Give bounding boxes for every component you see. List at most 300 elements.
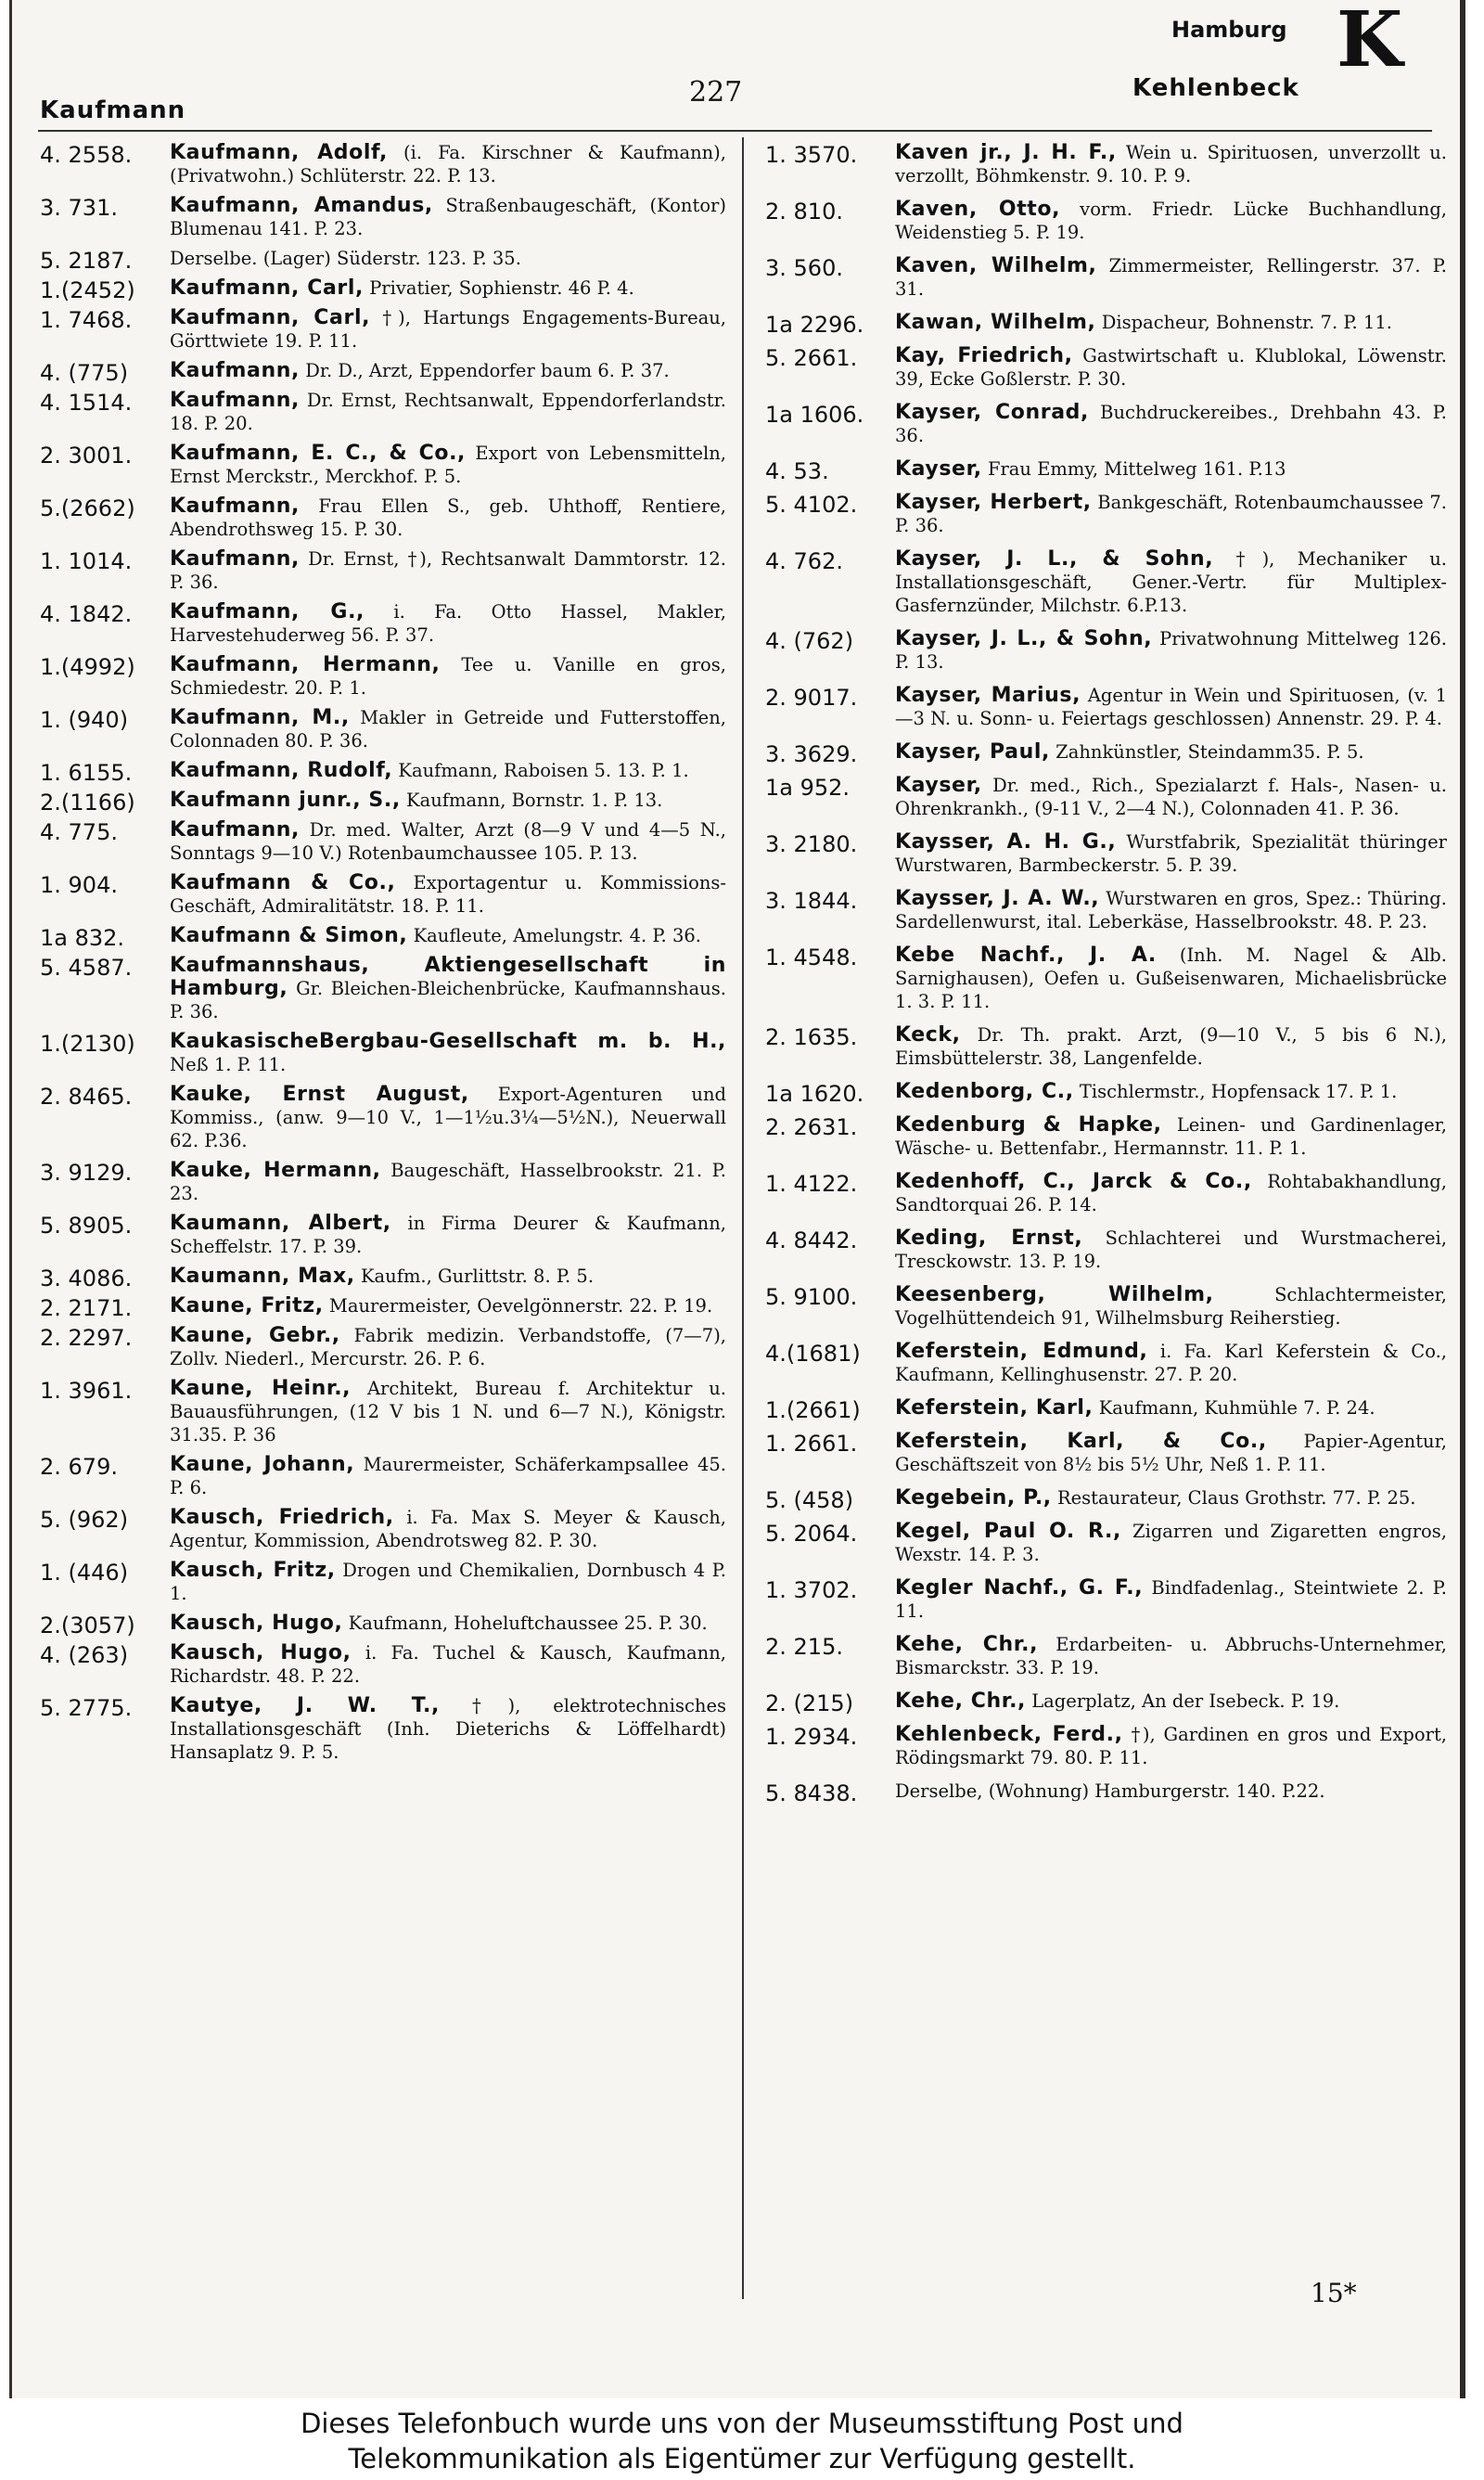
notice-line-1: Dieses Telefonbuch wurde uns von der Museumsstiftung Post und (301, 2408, 1183, 2439)
directory-entry (40, 141, 726, 187)
directory-entry (40, 1083, 726, 1152)
entry-name: Kayser, Paul, (895, 740, 1050, 764)
phone-number: 4. 1514. (40, 390, 133, 416)
phone-number: 1a 1606. (765, 402, 864, 428)
entry-name: Kaufmann, (170, 818, 300, 842)
phone-number: 5. 9100. (765, 1284, 858, 1310)
directory-entry (765, 1227, 1447, 1273)
entry-text (895, 1723, 1447, 1769)
directory-entry (765, 1080, 1447, 1107)
directory-entry (40, 194, 726, 240)
directory-entry (765, 944, 1447, 1013)
entry-details: Maurermeister, Oevelgönnerstr. 22. P. 19. (328, 1295, 713, 1317)
phone-number: 2.(1166) (40, 790, 135, 816)
entry-name: Kedenhoff, C., Jarck & Co., (895, 1170, 1252, 1193)
entry-details: Dr. Ernst, Rechtsanwalt, Eppendorferlandstr. 18. P. 20. (170, 390, 726, 434)
entry-name: Kaufmann & Co., (170, 871, 396, 894)
entry-name: Kausch, Fritz, (170, 1559, 336, 1582)
entry-text (895, 401, 1447, 447)
directory-entry (40, 247, 726, 274)
directory-entry (40, 1030, 726, 1076)
directory-entry (765, 547, 1447, 617)
entry-name: Kedenburg & Hapke, (895, 1113, 1162, 1137)
entry-name: KaukasischeBergbau-Gesellschaft m. b. H., (170, 1030, 726, 1053)
directory-entry (765, 740, 1447, 767)
entry-text (895, 830, 1447, 877)
entry-text (895, 1690, 1447, 1713)
entry-name: Kautye, J. W. T., (170, 1694, 440, 1717)
entry-text (895, 1576, 1447, 1623)
phone-number: 1.(2661) (765, 1397, 861, 1423)
directory-entry (40, 306, 726, 353)
phone-number: 1. (446) (40, 1560, 129, 1586)
directory-entry (40, 1265, 726, 1291)
entry-details: Lagerplatz, An der Isebeck. P. 19. (1031, 1690, 1340, 1712)
phone-number: 5. 2064. (765, 1521, 858, 1547)
entry-name: Kaven, Wilhelm, (895, 254, 1097, 277)
entry-name: Keferstein, Karl, (895, 1396, 1094, 1420)
entry-details: Restaurateur, Claus Grothstr. 77. P. 25. (1056, 1487, 1416, 1509)
directory-entry (40, 1324, 726, 1370)
entry-details: Papier-Agentur, Geschäftszeit von 8½ bis 5½ Uhr, Neß 1. P. 11. (895, 1431, 1447, 1475)
entry-text (170, 276, 726, 300)
phone-number: 2. 2297. (40, 1325, 133, 1351)
directory-entry (765, 254, 1447, 301)
phone-number: 5. 2661. (765, 345, 858, 371)
entry-text (170, 1694, 726, 1764)
phone-number: 1. 3961. (40, 1378, 133, 1404)
entry-text (170, 247, 726, 270)
directory-entry (765, 1576, 1447, 1623)
ownership-notice (0, 2400, 1484, 2480)
entry-details: Export-Agenturen und Kommiss., (anw. 9—10 V., 1—1½u.3¼—5½N.), Neuerwall 62. P.36. (170, 1084, 726, 1151)
directory-entry (765, 774, 1447, 820)
phone-number: 4. 2558. (40, 142, 133, 168)
entry-details: Tischlermstr., Hopfensack 17. P. 1. (1079, 1081, 1398, 1102)
directory-entry (765, 1633, 1447, 1679)
directory-entry (765, 1170, 1447, 1216)
entry-text (895, 944, 1447, 1013)
entry-text (895, 1080, 1447, 1103)
header-right-word: Kehlenbeck (1132, 74, 1299, 102)
phone-number: 1.(4992) (40, 654, 135, 680)
entry-details: Wurstfabrik, Spezialität thüringer Wurstwaren, Barmbeckerstr. 5. P. 39. (895, 831, 1447, 876)
entry-details: Neß 1. P. 11. (170, 1054, 287, 1075)
entry-details: Wein u. Spirituosen, unverzollt u. verzollt, Böhmkenstr. 9. 10. P. 9. (895, 142, 1447, 186)
entry-name: Kausch, Hugo, (170, 1641, 352, 1664)
phone-number: 2. 2171. (40, 1295, 133, 1321)
entry-name: Kaysser, A. H. G., (895, 830, 1117, 854)
entry-name: Kaufmann, (170, 389, 300, 412)
entry-text (895, 774, 1447, 820)
directory-entry (40, 276, 726, 303)
entry-name: Kaufmann, M., (170, 706, 350, 729)
directory-entry (40, 1612, 726, 1638)
entry-details: Privatwohnung Mittelweg 126. P. 13. (895, 628, 1447, 673)
entry-text (895, 141, 1447, 187)
phone-number: 2. 679. (40, 1454, 118, 1480)
phone-number: 4. 775. (40, 819, 118, 845)
entry-details: Bankgeschäft, Rotenbaumchaussee 7. P. 36. (895, 492, 1447, 536)
entry-name: Kehlenbeck, Ferd., (895, 1723, 1123, 1746)
entry-name: Kaven jr., J. H. F., (895, 141, 1117, 164)
entry-name: Kayser, J. L., & Sohn, (895, 547, 1214, 571)
entry-details: Export von Lebensmitteln, Ernst Merckstr., Merckhof. P. 5. (170, 443, 727, 487)
directory-entry (40, 359, 726, 386)
phone-number: 2. 810. (765, 199, 843, 225)
entry-text (170, 1324, 726, 1370)
entry-text (170, 306, 726, 353)
entry-text (895, 684, 1447, 730)
phone-number: 2.(3057) (40, 1613, 135, 1638)
entry-details: Kaufmann, Hoheluftchaussee 25. P. 30. (348, 1613, 708, 1634)
directory-entry (40, 759, 726, 786)
directory-entry (765, 1283, 1447, 1330)
entry-details: Makler in Getreide und Futterstoffen, Colonnaden 80. P. 36. (170, 707, 726, 752)
header-letter: K (1337, 0, 1403, 84)
directory-entry (40, 1212, 726, 1258)
entry-details: Derselbe. (Lager) Süderstr. 123. P. 35. (170, 248, 521, 269)
entry-name: Kawan, Wilhelm, (895, 311, 1096, 334)
entry-name: Keesenberg, Wilhelm, (895, 1283, 1214, 1306)
entry-details: Rohtabakhandlung, Sandtorquai 26. P. 14. (895, 1171, 1447, 1215)
directory-entry (765, 1780, 1447, 1806)
header-rule (38, 130, 1432, 132)
entry-text (170, 653, 726, 700)
entry-text (895, 1396, 1447, 1420)
entry-text (895, 311, 1447, 334)
directory-entry (40, 600, 726, 647)
phone-number: 1. 3702. (765, 1577, 858, 1603)
phone-number: 1.(2130) (40, 1031, 135, 1057)
entry-name: Kay, Friedrich, (895, 344, 1073, 367)
directory-entry (765, 1023, 1447, 1070)
phone-number: 2. 9017. (765, 685, 858, 711)
directory-entry (765, 1520, 1447, 1566)
entry-name: Kauke, Ernst August, (170, 1083, 469, 1106)
entry-text (170, 1265, 726, 1288)
entry-details: (Inh. M. Nagel & Alb. Sarnighausen), Oefen u. Gußeisenwaren, Michaelisbrücke 1. 3. P. 11. (895, 944, 1447, 1012)
entry-name: Kaufmann, (170, 495, 300, 518)
phone-number: 3. 9129. (40, 1160, 133, 1186)
entry-text (895, 1633, 1447, 1679)
directory-entry (40, 547, 726, 594)
entry-details: Agentur in Wein und Spirituosen, (v. 1—3 N. u. Sonn- u. Feiertags geschlossen) Annenstr. 29. P. 4. (895, 685, 1448, 729)
entry-text (895, 1113, 1447, 1160)
entry-details: i. Fa. Karl Keferstein & Co., Kaufmann, Kellinghusenstr. 27. P. 20. (895, 1341, 1447, 1385)
entry-details: †), Mechaniker u. Installationsgeschäft, Gener.-Vertr. für Multiplex-Gasfernzünder, Milchstr. 6.P.13. (895, 548, 1447, 616)
directory-entry (40, 1453, 726, 1499)
entry-name: Kayser, J. L., & Sohn, (895, 627, 1153, 650)
directory-entry (40, 495, 726, 541)
entry-text (895, 1023, 1447, 1070)
phone-number: 4. 8442. (765, 1227, 858, 1253)
phone-number: 1. 4548. (765, 944, 858, 970)
entry-name: Kauke, Hermann, (170, 1159, 381, 1182)
directory-entry (765, 344, 1447, 391)
entry-name: Kayser, (895, 774, 982, 797)
phone-number: 4.(1681) (765, 1341, 861, 1367)
entry-text (895, 1170, 1447, 1216)
directory-entry (40, 442, 726, 488)
phone-number: 1. 904. (40, 872, 118, 898)
entry-name: Kaumann, Albert, (170, 1212, 391, 1235)
entry-name: Kegel, Paul O. R., (895, 1520, 1121, 1543)
phone-number: 1. 6155. (40, 760, 133, 786)
entry-details: Dr. med., Rich., Spezialarzt f. Hals-, Nasen- u. Ohrenkrankh., (9-11 V., 2—4 N.), Colonnaden 41. P. 36. (895, 775, 1447, 819)
entry-details: Architekt, Bureau f. Architektur u. Bauausführungen, (12 V bis 1 N. und 6—7 N.), Königstr. 31.35. P. 36 (170, 1378, 726, 1446)
phone-number: 3. 560. (765, 255, 843, 281)
entry-text (170, 759, 726, 782)
entry-text (895, 457, 1447, 481)
entry-name: Kaufmann, (170, 359, 300, 382)
entry-details: Straßenbaugeschäft, (Kontor) Blumenau 141. P. 23. (170, 195, 726, 239)
entry-details: Kaufmann, Kuhmühle 7. P. 24. (1098, 1397, 1375, 1419)
directory-entry (765, 491, 1447, 537)
directory-entry (40, 924, 726, 951)
phone-number: 4. (775) (40, 360, 129, 386)
entry-text (895, 1283, 1447, 1330)
entry-name: Kausch, Friedrich, (170, 1506, 394, 1529)
entry-details: Exportagentur u. Kommissions-Geschäft, Admiralitätstr. 18. P. 11. (170, 872, 727, 917)
entry-text (895, 1227, 1447, 1273)
phone-number: 5. (458) (765, 1487, 854, 1513)
entry-text (895, 740, 1447, 764)
phone-number: 1. 4122. (765, 1171, 858, 1197)
entry-name: Kaune, Fritz, (170, 1294, 324, 1317)
entry-details: (i. Fa. Kirschner & Kaufmann), (Privatwohn.) Schlüterstr. 22. P. 13. (170, 142, 726, 186)
entry-text (170, 1377, 726, 1446)
directory-entry (765, 887, 1447, 933)
entry-text (170, 1212, 726, 1258)
directory-entry (765, 198, 1447, 244)
entry-text (170, 600, 726, 647)
directory-entry (40, 1377, 726, 1446)
phone-number: 5. 2187. (40, 248, 133, 274)
directory-entry (765, 141, 1447, 187)
entry-name: Kaufmann, Rudolf, (170, 759, 393, 782)
entry-details: Dr. med. Walter, Arzt (8—9 V und 4—5 N., Sonntags 9—10 V.) Rotenbaumchaussee 105. P. 13. (170, 819, 727, 864)
entry-details: Baugeschäft, Hasselbrookstr. 21. P. 23. (170, 1160, 727, 1204)
entry-text (170, 1453, 726, 1499)
phone-number: 5. 4587. (40, 955, 133, 981)
entry-name: Kegebein, P., (895, 1486, 1052, 1510)
entry-details: †), Hartungs Engagements-Bureau, Görttwiete 19. P. 11. (170, 307, 726, 352)
entry-name: Kedenborg, C., (895, 1080, 1074, 1103)
entry-name: Keferstein, Edmund, (895, 1340, 1148, 1363)
phone-number: 1. 3570. (765, 142, 858, 168)
directory-page (9, 0, 1465, 2398)
phone-number: 1. 2934. (765, 1724, 858, 1750)
entry-text (895, 1340, 1447, 1386)
entry-text (170, 442, 726, 488)
phone-number: 3. 1844. (765, 888, 858, 914)
entry-text (895, 887, 1447, 933)
entry-name: Kaufmann, Amandus, (170, 194, 433, 217)
directory-entry (765, 1486, 1447, 1513)
entry-details: Drogen und Chemikalien, Dornbusch 4 P. 1. (170, 1560, 727, 1604)
directory-entry (40, 706, 726, 752)
phone-number: 4. 762. (765, 548, 843, 574)
entry-details: †), Gardinen en gros und Export, Rödingsmarkt 79. 80. P. 11. (895, 1724, 1447, 1768)
entry-text (895, 627, 1447, 674)
phone-number: 3. 3629. (765, 741, 858, 767)
directory-entry (765, 1340, 1447, 1386)
entry-details: i. Fa. Tuchel & Kausch, Kaufmann, Richardstr. 48. P. 22. (170, 1642, 727, 1687)
directory-entry (40, 818, 726, 865)
entry-details: Frau Emmy, Mittelweg 161. P.13 (987, 458, 1286, 480)
signature-mark: 15* (1311, 2278, 1357, 2308)
entry-text (170, 1612, 726, 1635)
directory-entry (40, 1506, 726, 1552)
entry-name: Kayser, (895, 457, 982, 481)
directory-entry (40, 653, 726, 700)
entry-text (170, 141, 726, 187)
entry-text (170, 1559, 726, 1605)
directory-entry (40, 954, 726, 1023)
column-divider (742, 137, 744, 2299)
entry-details: i. Fa. Otto Hassel, Makler, Harvestehuderweg 56. P. 37. (170, 601, 726, 646)
entry-name: Kaune, Heinr., (170, 1377, 352, 1400)
phone-number: 5. 2775. (40, 1695, 133, 1721)
phone-number: 2. 3001. (40, 443, 133, 469)
entry-name: Kaumann, Max, (170, 1265, 355, 1288)
entry-details: Zahnkünstler, Steindamm35. P. 5. (1055, 741, 1364, 763)
entry-details: Gr. Bleichen-Bleichenbrücke, Kaufmannshaus. P. 36. (170, 978, 726, 1022)
directory-entry (765, 1690, 1447, 1716)
directory-entry (765, 830, 1447, 877)
entry-details: Gastwirtschaft u. Klublokal, Löwenstr. 39, Ecke Goßlerstr. P. 30. (895, 345, 1447, 390)
phone-number: 4. (762) (765, 628, 854, 654)
entry-text (895, 198, 1447, 244)
directory-entry (765, 1396, 1447, 1423)
phone-number: 1a 832. (40, 925, 125, 951)
entry-text (170, 954, 726, 1023)
entry-name: Kaune, Johann, (170, 1453, 355, 1476)
entry-details: Wurstwaren en gros, Spez.: Thüring. Sardellenwurst, ital. Leberkäse, Hasselbrookstr. 48. P. 23. (895, 888, 1447, 932)
entry-text (170, 1294, 726, 1317)
entry-name: Kaufmann junr., S., (170, 789, 401, 812)
entry-name: Kaufmann & Simon, (170, 924, 408, 947)
phone-number: 2. 215. (765, 1634, 843, 1660)
entry-details: †), elektrotechnisches Installationsgeschäft (Inh. Dieterichs & Löffelhardt) Hansaplatz 9. P. 5. (170, 1695, 726, 1763)
entry-text (895, 547, 1447, 617)
directory-entry (40, 1559, 726, 1605)
entry-name: Kebe Nachf., J. A. (895, 944, 1157, 967)
directory-entry (765, 627, 1447, 674)
entry-name: Kaufmann, Adolf, (170, 141, 388, 164)
entry-text (170, 194, 726, 240)
phone-number: 3. 731. (40, 195, 118, 221)
notice-line-2: Telekommunikation als Eigentümer zur Verfügung gestellt. (348, 2443, 1136, 2474)
entry-name: Kaufmann, Carl, (170, 276, 364, 300)
entry-text (170, 706, 726, 752)
entry-name: Keck, (895, 1023, 961, 1047)
phone-number: 4. 53. (765, 458, 829, 484)
entry-details: Privatier, Sophienstr. 46 P. 4. (369, 277, 634, 299)
left-column (40, 141, 726, 1770)
entry-text (895, 1430, 1447, 1476)
entry-text (170, 1030, 726, 1076)
entry-details: Dr. D., Arzt, Eppendorfer baum 6. P. 37. (305, 360, 670, 381)
entry-text (170, 389, 726, 435)
entry-name: Kaufmann, Carl, (170, 306, 371, 329)
entry-text (170, 818, 726, 865)
directory-entry (765, 401, 1447, 447)
phone-number: 3. 4086. (40, 1266, 133, 1291)
entry-details: Dispacheur, Bohnenstr. 7. P. 11. (1101, 312, 1392, 333)
entry-text (170, 359, 726, 382)
entry-text (170, 495, 726, 541)
directory-entry (40, 1159, 726, 1205)
directory-entry (765, 1723, 1447, 1769)
entry-details: in Firma Deurer & Kaufmann, Scheffelstr. 17. P. 39. (170, 1213, 726, 1257)
entry-text (170, 1506, 726, 1552)
directory-entry (40, 389, 726, 435)
entry-text (895, 344, 1447, 391)
phone-number: 5.(2662) (40, 495, 135, 521)
phone-number: 1. (940) (40, 707, 129, 733)
entry-text (170, 1641, 726, 1688)
entry-details: Zigarren und Zigaretten engros, Wexstr. 14. P. 3. (895, 1521, 1447, 1565)
entry-name: Kausch, Hugo, (170, 1612, 343, 1635)
entry-name: Kaufmann, E. C., & Co., (170, 442, 467, 465)
entry-name: Kaune, Gebr., (170, 1324, 340, 1347)
entry-details: Schlachterei und Wurstmacherei, Tresckowstr. 13. P. 19. (895, 1227, 1447, 1272)
entry-text (170, 547, 726, 594)
directory-entry (765, 311, 1447, 338)
entry-text (170, 871, 726, 918)
entry-name: Kaufmann, (170, 547, 300, 571)
entry-details: Kaufmann, Bornstr. 1. P. 13. (406, 790, 663, 811)
directory-entry (765, 684, 1447, 730)
phone-number: 1.(2452) (40, 277, 135, 303)
header-city: Hamburg (1171, 17, 1287, 43)
phone-number: 1a 952. (765, 775, 851, 801)
entry-text (895, 1520, 1447, 1566)
entry-text (895, 1486, 1447, 1510)
entry-name: Kehe, Chr., (895, 1633, 1039, 1656)
entry-details: Buchdruckereibes., Drehbahn 43. P. 36. (895, 402, 1447, 446)
phone-number: 4. 1842. (40, 601, 133, 627)
phone-number: 1. 7468. (40, 307, 133, 333)
directory-entry (40, 871, 726, 918)
directory-entry (765, 1430, 1447, 1476)
entry-details: Dr. Th. prakt. Arzt, (9—10 V., 5 bis 6 N.), Eimsbüttelerstr. 38, Langenfelde. (895, 1024, 1448, 1069)
phone-number: 5. 4102. (765, 492, 858, 518)
entry-name: Kaven, Otto, (895, 198, 1061, 221)
entry-details: Leinen- und Gardinenlager, Wäsche- u. Bettenfabr., Hermannstr. 11. P. 1. (895, 1114, 1447, 1159)
entry-text (895, 1780, 1447, 1803)
phone-number: 5. (962) (40, 1507, 129, 1533)
phone-number: 1a 2296. (765, 312, 864, 338)
directory-entry (40, 789, 726, 816)
entry-text (170, 789, 726, 812)
entry-name: Kaufmannshaus, Aktiengesellschaft in Hamburg, (170, 954, 726, 1000)
entry-details: Kaufm., Gurlittstr. 8. P. 5. (360, 1266, 595, 1287)
phone-number: 2. 2631. (765, 1114, 858, 1140)
phone-number: 2. 8465. (40, 1084, 133, 1110)
header-left-word: Kaufmann (40, 96, 186, 124)
phone-number: 3. 2180. (765, 831, 858, 857)
directory-entry (765, 1113, 1447, 1160)
page-number: 227 (689, 76, 743, 109)
entry-details: Maurermeister, Schäferkampsallee 45. P. 6. (170, 1454, 727, 1498)
entry-name: Kegler Nachf., G. F., (895, 1576, 1144, 1600)
right-column (765, 141, 1447, 1813)
entry-details: Schlachtermeister, Vogelhüttendeich 91, Wilhelmsburg Reiherstieg. (895, 1284, 1447, 1329)
phone-number: 5. 8438. (765, 1780, 858, 1806)
